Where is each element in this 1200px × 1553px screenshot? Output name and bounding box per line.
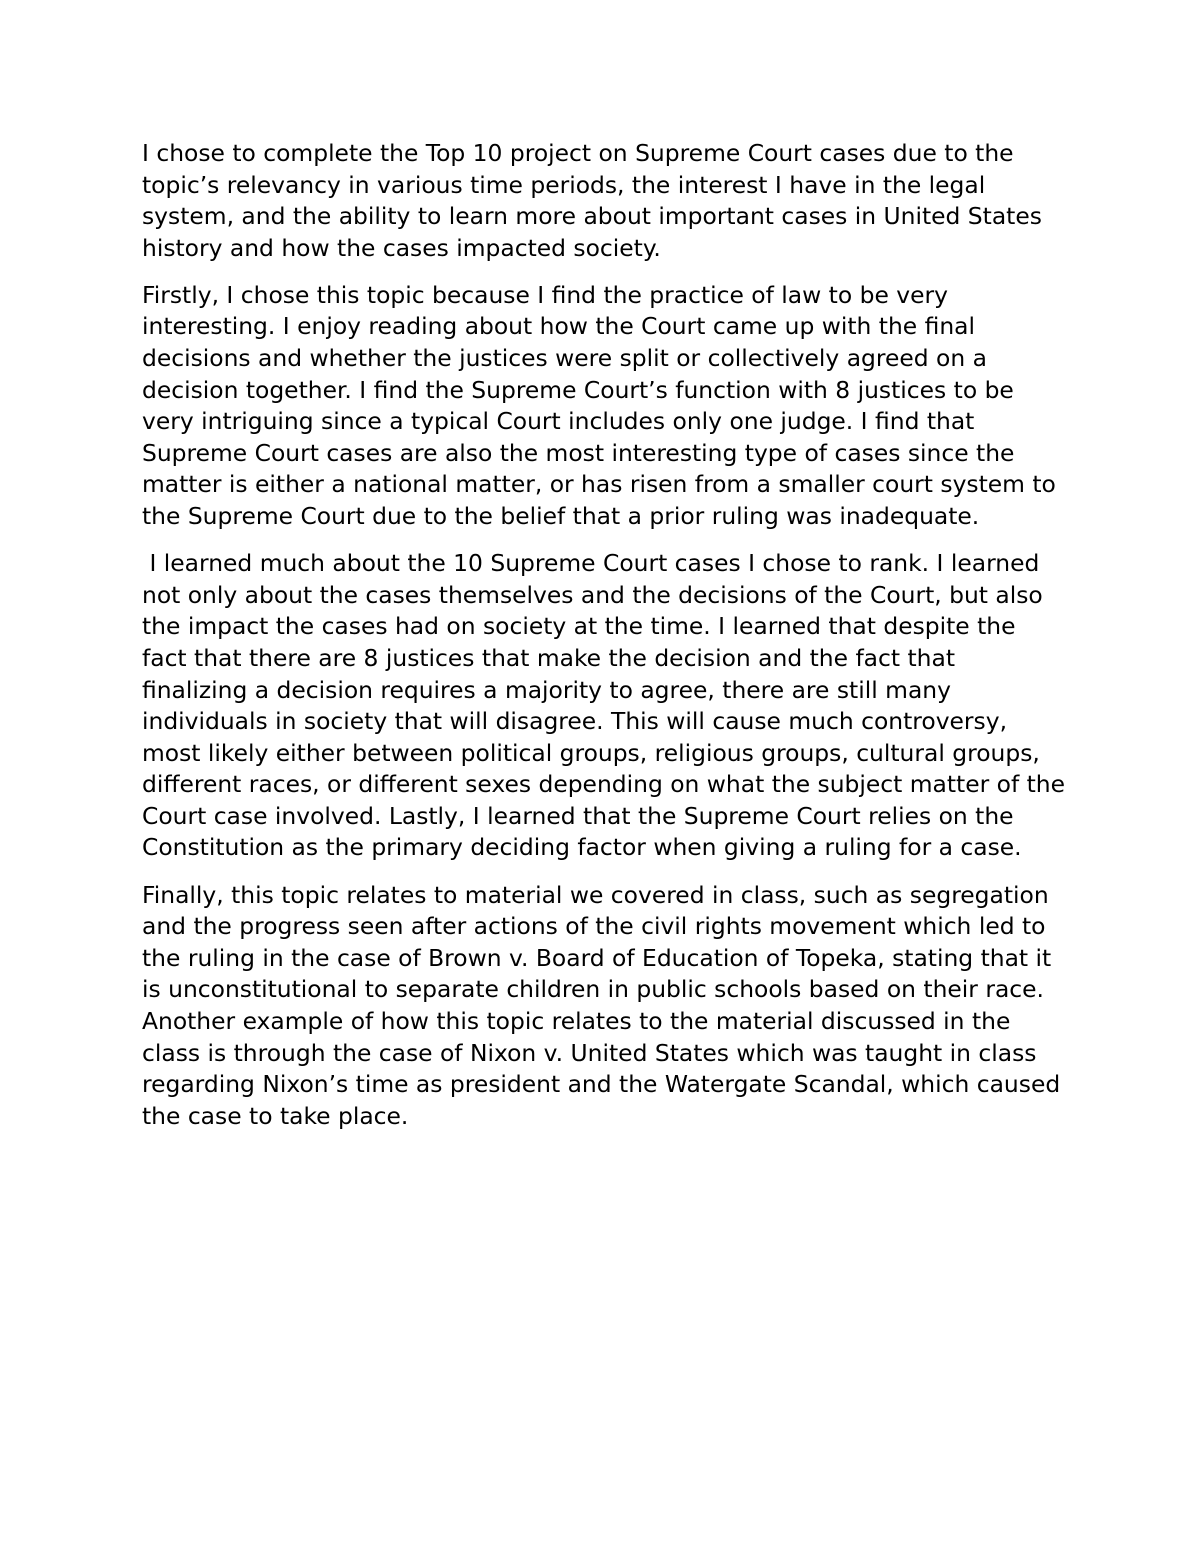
paragraph-class-relation: Finally, this topic relates to material we covered in class, such as segregation and the progress seen after actions of the civil rights movement which led to the ruling in the case of Brown v. Board of Education of Topeka, stating that it is unconstitutional to separate children in public schools based on their race. Another example of how this topic relates to the material discussed in the class is through the case of Nixon v. United States which was taught in class regarding Nixon’s time as president and the Watergate Scandal, which caused the case to take place.	[142, 880, 1068, 1130]
paragraph-interest: Firstly, I chose this topic because I find the practice of law to be very interesting. I enjoy reading about how the Court came up with the final decisions and whether the justices were split or collectively agreed on a decision together. I find the Supreme Court’s function with 8 justices to be very intriguing since a typical Court includes only one judge. I find that Supreme Court cases are also the most interesting type of cases since the matter is either a national matter, or has risen from a smaller court system to the Supreme Court due to the belief that a prior ruling was inadequate.	[142, 280, 1064, 531]
document-body	[142, 138, 1073, 1148]
paragraph-intro: I chose to complete the Top 10 project on Supreme Court cases due to the topic’s relevancy in various time periods, the interest I have in the legal system, and the ability to learn more about important cases in United States history and how the cases impacted society.	[142, 139, 1050, 262]
paragraph-learned: I learned much about the 10 Supreme Court cases I chose to rank. I learned not only about the cases themselves and the decisions of the Court, but also the impact the cases had on society at the time. I learned that despite the fact that there are 8 justices that make the decision and the fact that finalizing a decision requires a majority to agree, there are still many individuals in society that will disagree. This will cause much controversy, most likely either between political groups, religious groups, cultural groups, different races, or different sexes depending on what the subject matter of the Court case involved. Lastly, I learned that the Supreme Court relies on the Constitution as the primary deciding factor when giving a ruling for a case.	[142, 549, 1073, 862]
